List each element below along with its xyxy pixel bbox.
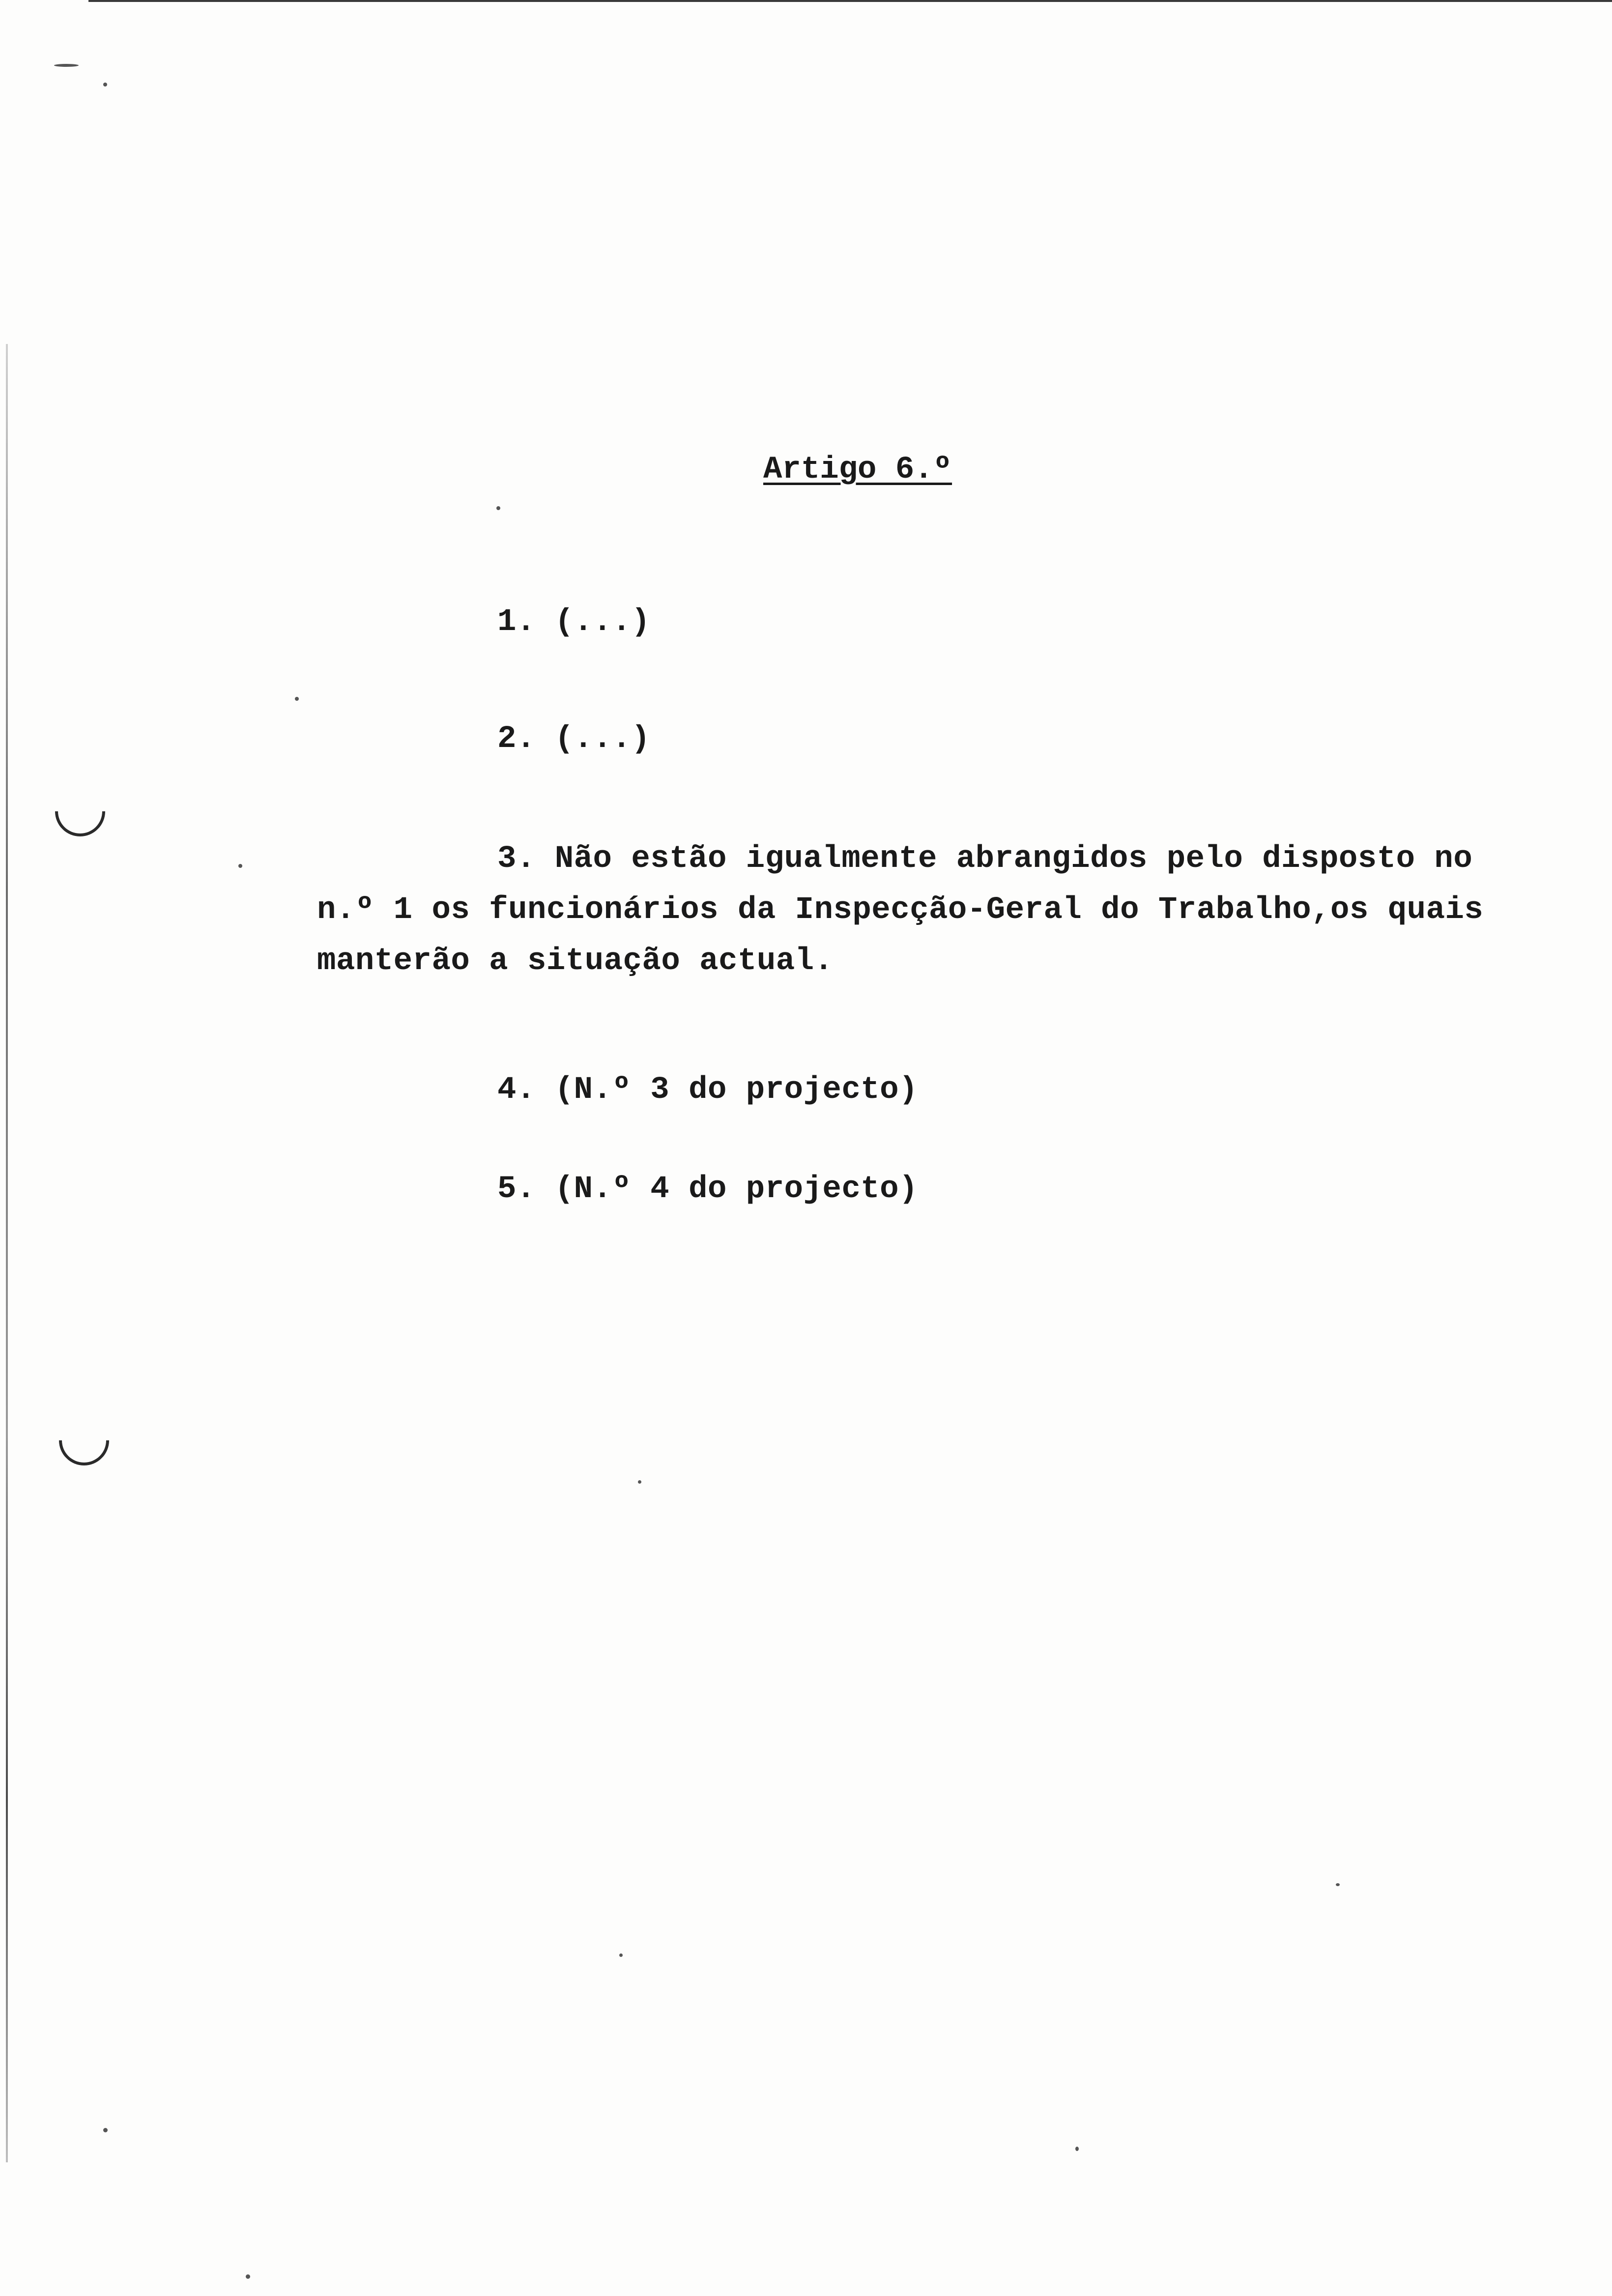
speck <box>1075 2147 1079 2151</box>
speck <box>246 2274 250 2279</box>
speck <box>638 1480 641 1484</box>
article-item-3-line-2: n.º 1 os funcionários da Inspecção-Geral do Trabalho,os quais <box>317 892 1484 928</box>
punch-hole-mark-lower <box>49 1405 119 1476</box>
article-item-3-line-3: manterão a situação actual. <box>317 944 834 979</box>
punch-hole-mark-upper <box>45 776 115 847</box>
article-item-3-line-1: 3. Não estão igualmente abrangidos pelo disposto no <box>497 841 1473 877</box>
article-item-4: 4. (N.º 3 do projecto) <box>497 1072 918 1108</box>
speck <box>103 83 107 86</box>
scan-top-edge <box>88 0 1612 2</box>
article-item-1: 1. (...) <box>497 604 651 640</box>
speck <box>1336 1883 1340 1886</box>
article-item-2: 2. (...) <box>497 721 651 757</box>
speck <box>496 506 500 510</box>
speck <box>295 697 299 701</box>
scan-left-edge <box>6 344 8 2162</box>
speck <box>238 864 242 868</box>
speck <box>103 2128 108 2132</box>
speck <box>619 1953 623 1957</box>
article-heading: Artigo 6.º <box>763 452 952 488</box>
corner-marking <box>54 64 79 67</box>
article-item-5: 5. (N.º 4 do projecto) <box>497 1172 918 1207</box>
